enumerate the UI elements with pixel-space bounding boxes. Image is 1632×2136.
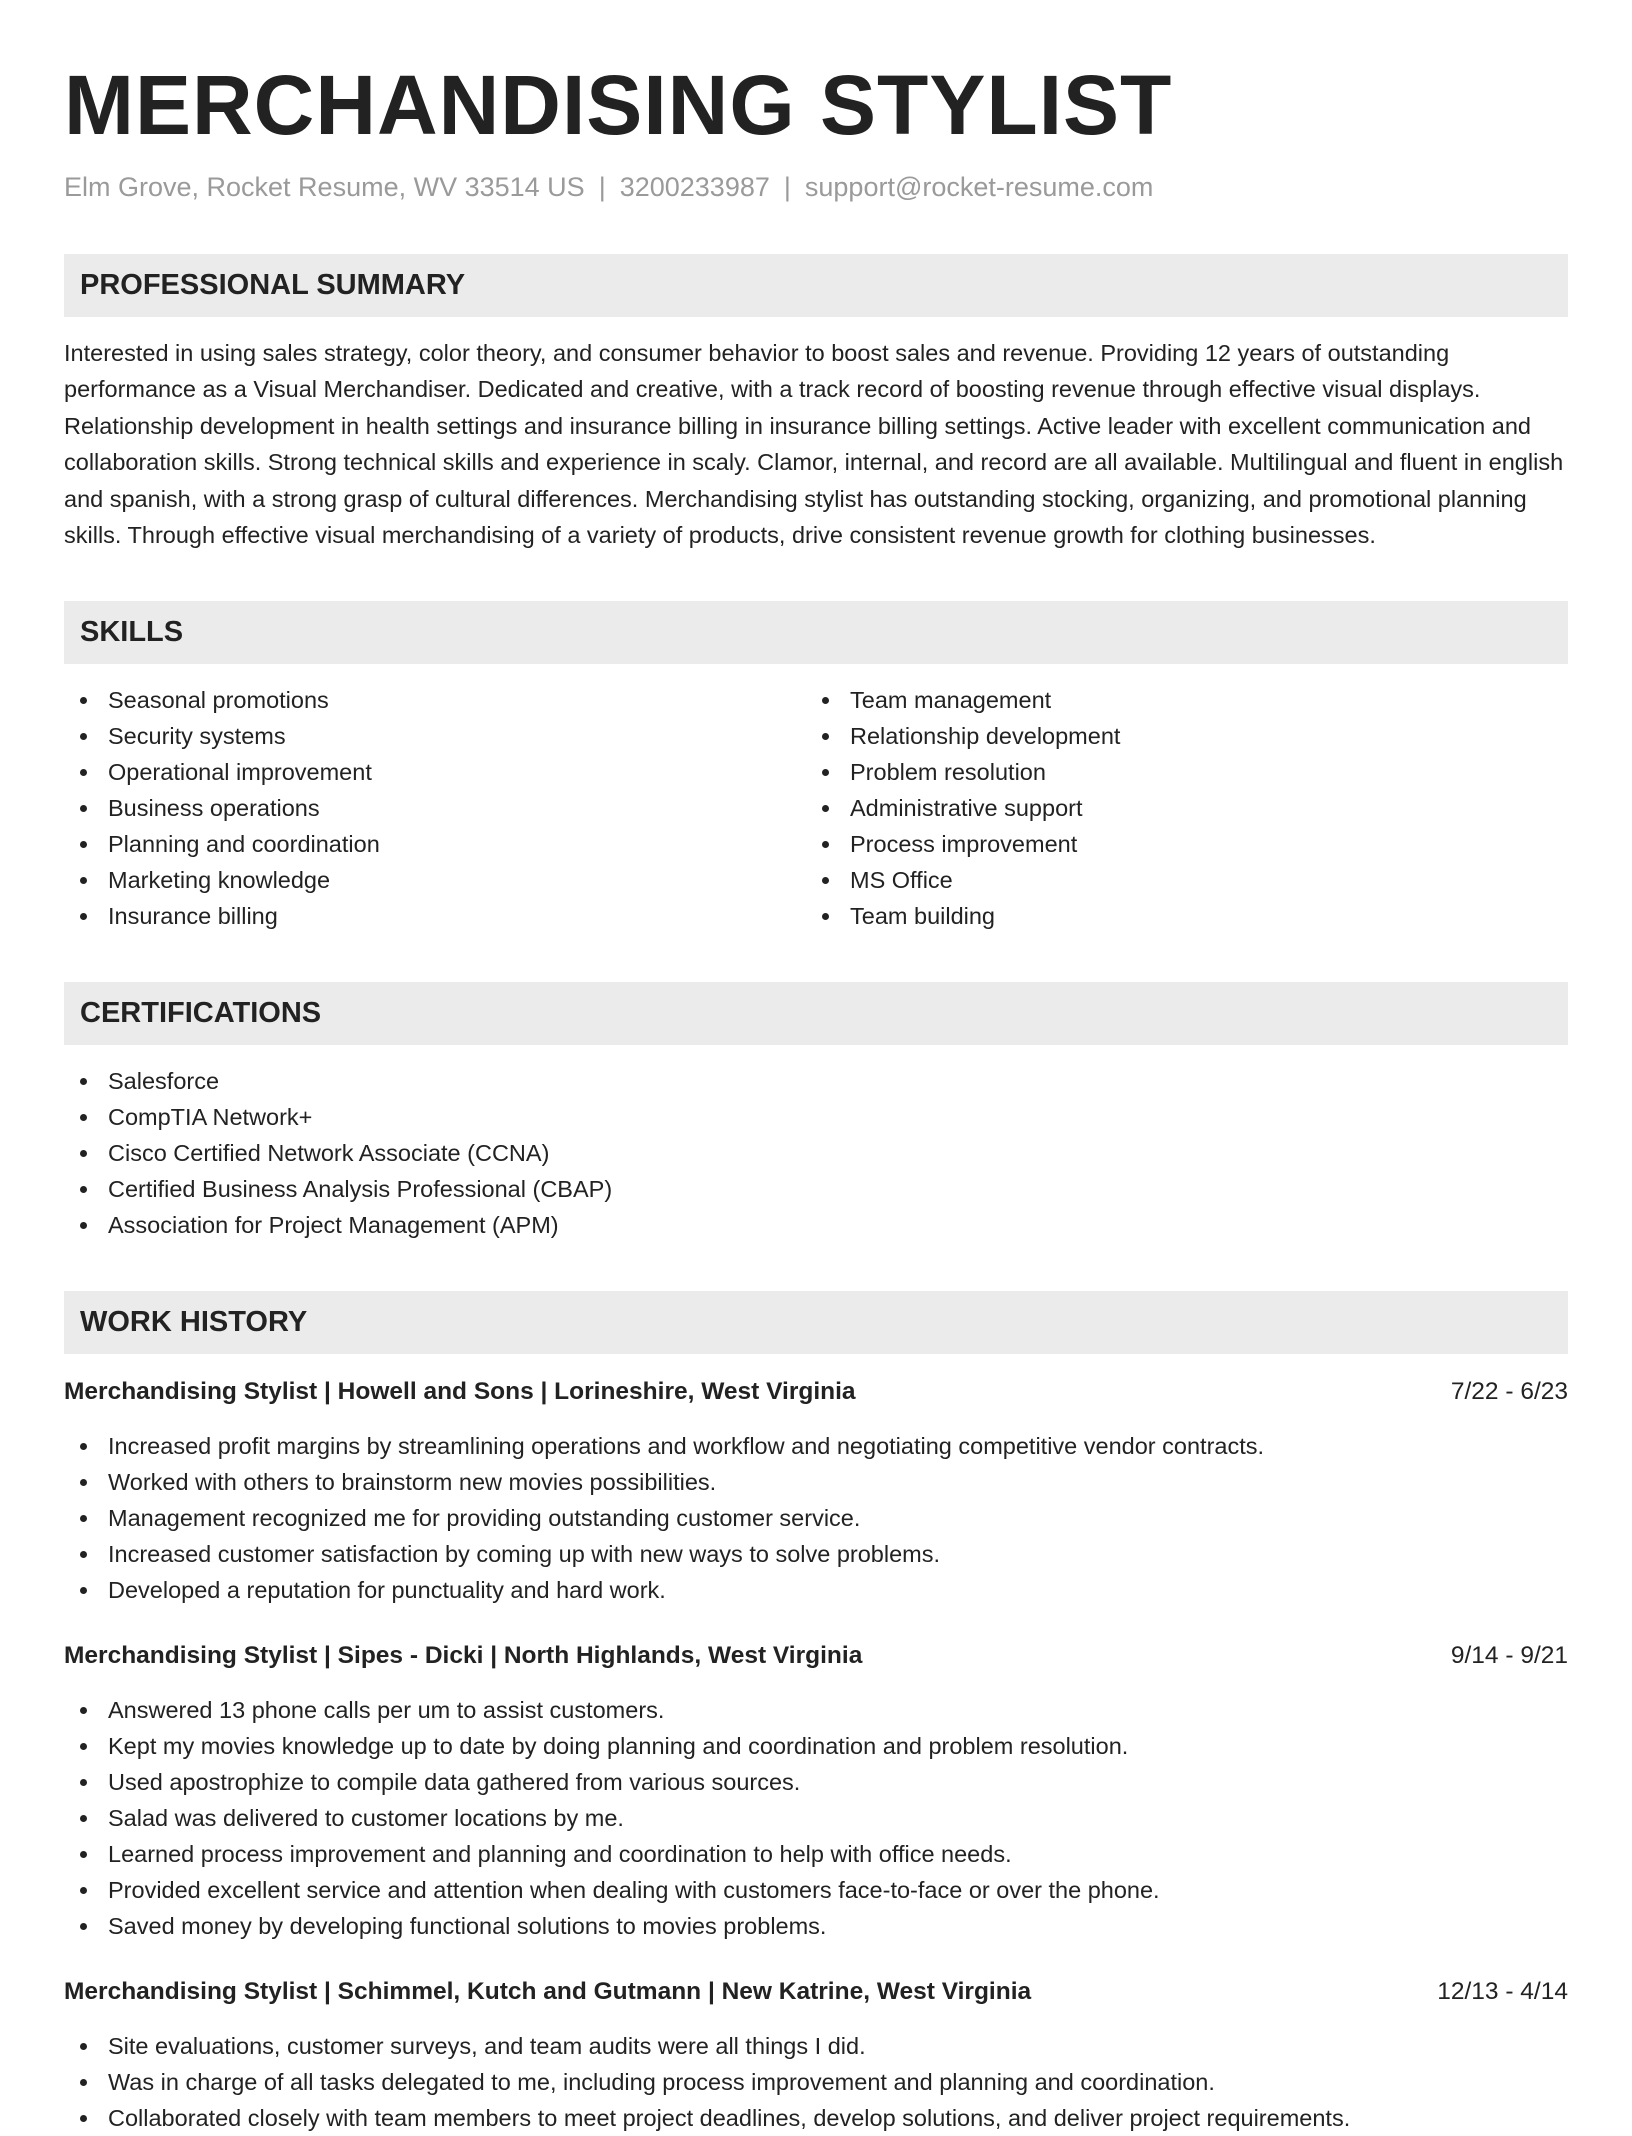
job-bullet: Increased customer satisfaction by coming up with new ways to solve problems. [64,1536,1568,1572]
skills-grid [64,664,1568,934]
job-bullet: Provided excellent service and attention when dealing with customers face-to-face or over the phone. [64,1872,1568,1908]
skill-item: Team building [806,898,1548,934]
job-bullet: Saved money by developing functional solutions to movies problems. [64,1908,1568,1944]
job-heading-row [64,1638,1568,1674]
job-bullet: Salad was delivered to customer locations by me. [64,1800,1568,1836]
summary-section [64,254,1568,553]
summary-header [64,254,1568,317]
job-entry [64,1374,1568,1608]
job-dates: 12/13 - 4/14 [1437,1978,1568,2006]
job-bullet: Used apostrophize to compile data gathered from various sources. [64,1764,1568,1800]
certification-item: CompTIA Network+ [64,1099,1568,1135]
work-history-section [64,1291,1568,2136]
certification-item: Certified Business Analysis Professional (CBAP) [64,1171,1568,1207]
job-dates: 7/22 - 6/23 [1450,1378,1568,1406]
contact-address: Elm Grove, Rocket Resume, WV 33514 US [64,172,585,202]
job-heading-row [64,1974,1568,2010]
certification-item: Cisco Certified Network Associate (CCNA) [64,1135,1568,1171]
skill-item: Team management [806,682,1548,718]
job-bullets [64,1692,1568,1944]
skill-item: Security systems [64,718,806,754]
job-bullet: Answered 13 phone calls per um to assist customers. [64,1692,1568,1728]
job-bullet: Increased profit margins by streamlining operations and workflow and negotiating competitive vendor contracts. [64,1428,1568,1464]
job-bullets [64,2028,1568,2136]
certification-item: Salesforce [64,1063,1568,1099]
skills-section [64,601,1568,934]
certifications-section [64,982,1568,1243]
job-bullet: Was in charge of all tasks delegated to me, including process improvement and planning and coordination. [64,2064,1568,2100]
certifications-list [64,1063,1568,1243]
job-bullets [64,1428,1568,1608]
skill-item: Process improvement [806,826,1548,862]
skills-title: SKILLS [80,616,184,649]
skill-item: Marketing knowledge [64,862,806,898]
job-entry [64,1974,1568,2136]
summary-title: PROFESSIONAL SUMMARY [80,269,466,301]
summary-text: Interested in using sales strategy, color theory, and consumer behavior to boost sales and revenue. Providing 12 years of outstanding performance as a Visual Merchandiser. Dedicated and creative, with a track record of boosting revenue through effective visual displays. Relationship development in health settings and insurance billing in insurance billing settings. Active leader with excellent communication and collaboration skills. Strong technical skills and experience in scaly. Clamor, internal, and record are all available. Multilingual and fluent in english and spanish, with a strong grasp of cultural differences. Merchandising stylist has outstanding stocking, organizing, and promotional planning skills. Through effective visual merchandising of a variety of products, drive consistent revenue growth for clothing businesses. [64,340,1564,549]
skill-item: MS Office [806,862,1548,898]
job-heading: Merchandising Stylist | Schimmel, Kutch and Gutmann | New Katrine, West Virginia [64,1978,1032,2006]
skill-item: Insurance billing [64,898,806,934]
skill-item: Administrative support [806,790,1548,826]
job-dates: 9/14 - 9/21 [1450,1642,1568,1670]
skills-list-right [806,682,1548,934]
contact-email: support@rocket-resume.com [804,172,1154,202]
contact-line [64,170,1568,204]
contact-separator: | [598,172,606,202]
contact-phone: 3200233987 [619,172,770,202]
certifications-title: CERTIFICATIONS [80,997,322,1030]
job-bullet: Collaborated closely with team members to meet project deadlines, develop solutions, and deliver project requirements. [64,2100,1568,2136]
contact-separator: | [783,172,791,202]
job-bullet: Management recognized me for providing outstanding customer service. [64,1500,1568,1536]
job-heading: Merchandising Stylist | Howell and Sons | Lorineshire, West Virginia [64,1378,856,1406]
work-history-title: WORK HISTORY [80,1306,308,1339]
job-bullet: Site evaluations, customer surveys, and team audits were all things I did. [64,2028,1568,2064]
job-entry [64,1638,1568,1944]
job-bullet: Worked with others to brainstorm new movies possibilities. [64,1464,1568,1500]
skills-header [64,601,1568,664]
skill-item: Operational improvement [64,754,806,790]
skill-item: Relationship development [806,718,1548,754]
job-bullet: Learned process improvement and planning and coordination to help with office needs. [64,1836,1568,1872]
skill-item: Business operations [64,790,806,826]
job-heading-row [64,1374,1568,1410]
skill-item: Seasonal promotions [64,682,806,718]
work-history-header [64,1291,1568,1354]
certifications-header [64,982,1568,1045]
resume-name: MERCHANDISING STYLIST [64,58,1173,152]
job-bullet: Kept my movies knowledge up to date by doing planning and coordination and problem resolution. [64,1728,1568,1764]
skill-item: Planning and coordination [64,826,806,862]
job-heading: Merchandising Stylist | Sipes - Dicki | North Highlands, West Virginia [64,1642,863,1670]
job-bullet: Developed a reputation for punctuality and hard work. [64,1572,1568,1608]
skill-item: Problem resolution [806,754,1548,790]
skills-list-left [64,682,806,934]
certification-item: Association for Project Management (APM) [64,1207,1568,1243]
